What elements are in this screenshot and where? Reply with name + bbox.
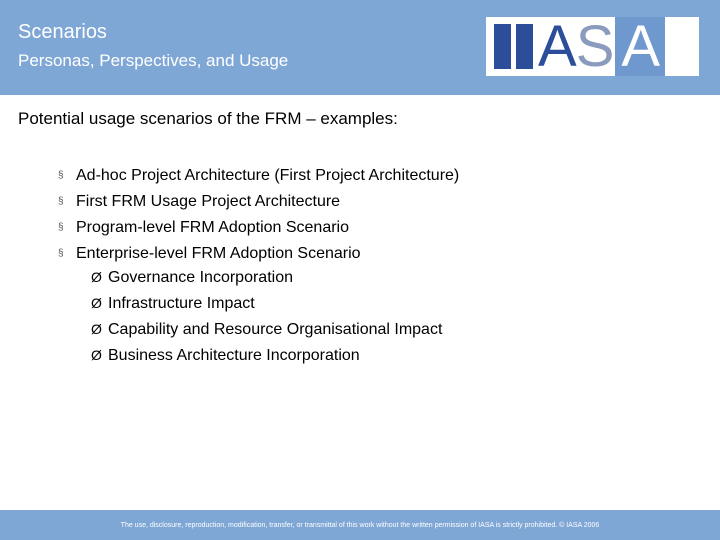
logo-bars-icon (494, 24, 534, 69)
bullet-text: Ad-hoc Project Architecture (First Project Architecture) (76, 167, 460, 184)
copyright-notice: The use, disclosure, reproduction, modification, transfer, or transmittal of this work without the written permission of IASA is strictly prohibited. © IASA 2006 (120, 522, 600, 529)
logo-bar (516, 24, 533, 69)
sub-bullet-text: Governance Incorporation (108, 269, 293, 286)
logo-letter-s: S (575, 14, 614, 79)
iasa-logo (486, 14, 699, 79)
bullet-marker: § (58, 248, 64, 259)
bullet-text: Program-level FRM Adoption Scenario (76, 219, 350, 236)
arrow-icon: Ø (91, 321, 102, 337)
header-band (0, 0, 720, 95)
bullet-text: Enterprise-level FRM Adoption Scenario (76, 245, 361, 262)
sub-bullet-list (91, 264, 442, 368)
bullet-item (18, 189, 459, 215)
sub-bullet-item (91, 290, 442, 316)
sub-bullet-text: Business Architecture Incorporation (108, 347, 360, 364)
sub-bullet-text: Infrastructure Impact (108, 295, 255, 312)
logo-letters (538, 14, 665, 79)
arrow-icon: Ø (91, 269, 102, 285)
bullet-list (18, 163, 459, 267)
arrow-icon: Ø (91, 347, 102, 363)
slide-subtitle: Personas, Perspectives, and Usage (18, 51, 289, 70)
logo-bar (494, 24, 511, 69)
bullet-marker: § (58, 222, 64, 233)
bullet-marker: § (58, 196, 64, 207)
logo-letter-a-box: A (615, 17, 665, 76)
bullet-item (18, 215, 459, 241)
sub-bullet-item (91, 316, 442, 342)
slide-title: Scenarios (18, 21, 107, 43)
footer-band (0, 510, 720, 540)
sub-bullet-item (91, 264, 442, 290)
arrow-icon: Ø (91, 295, 102, 311)
logo-letter-a: A (538, 14, 576, 79)
sub-bullet-item (91, 342, 442, 368)
bullet-text: First FRM Usage Project Architecture (76, 193, 341, 210)
sub-bullet-text: Capability and Resource Organisational Impact (108, 321, 443, 338)
bullet-marker: § (58, 170, 64, 181)
lead-text: Potential usage scenarios of the FRM – examples: (18, 109, 398, 128)
bullet-item (18, 163, 459, 189)
